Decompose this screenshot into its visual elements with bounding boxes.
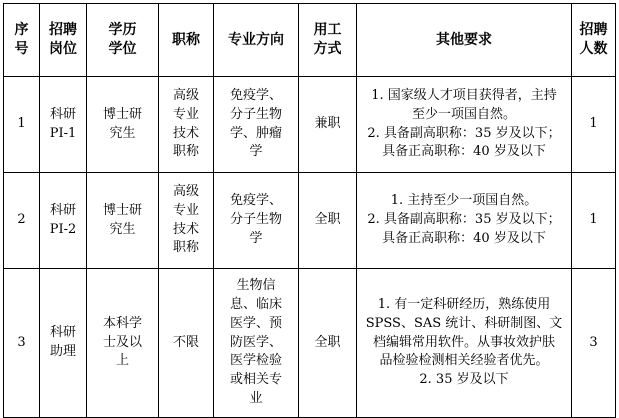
requirement-line: 具备正高职称：40 岁及以下 <box>382 144 546 160</box>
cell-major: 免疫学、 分子生物 学、肿瘤 学 <box>214 77 299 173</box>
header-position: 招聘 岗位 <box>40 4 87 77</box>
cell-seq: 2 <box>4 173 40 269</box>
requirement-line: 具备正高职称：40 岁及以下 <box>382 230 546 246</box>
cell-employment: 全职 <box>299 173 357 269</box>
cell-employment: 全职 <box>299 269 357 418</box>
cell-count: 1 <box>572 173 616 269</box>
table-row <box>4 269 616 418</box>
table-row <box>4 173 616 269</box>
cell-seq: 1 <box>4 77 40 173</box>
header-education: 学历 学位 <box>87 4 159 77</box>
cell-position: 科研 助理 <box>40 269 87 418</box>
cell-position: 科研 PI-1 <box>40 77 87 173</box>
cell-count: 3 <box>572 269 616 418</box>
requirement-line: 2. 35 岁及以下 <box>419 372 509 388</box>
cell-title: 高级 专业 技术 职称 <box>159 77 214 173</box>
requirement-line: 2. 具备副高职称：35 岁及以下； <box>367 212 561 228</box>
table-row <box>4 77 616 173</box>
header-title: 职称 <box>159 4 214 77</box>
cell-requirements <box>357 173 572 269</box>
header-major: 专业方向 <box>214 4 299 77</box>
requirement-line: 2. 具备副高职称：35 岁及以下； <box>367 125 561 141</box>
cell-education: 博士研 究生 <box>87 173 159 269</box>
cell-major: 免疫学、 分子生物 学 <box>214 173 299 269</box>
cell-seq: 3 <box>4 269 40 418</box>
cell-count: 1 <box>572 77 616 173</box>
cell-education: 本科学 士及以 上 <box>87 269 159 418</box>
header-seq: 序 号 <box>4 4 40 77</box>
cell-employment: 兼职 <box>299 77 357 173</box>
cell-requirements <box>357 269 572 418</box>
header-employment: 用工 方式 <box>299 4 357 77</box>
recruitment-table <box>3 3 616 418</box>
cell-requirements <box>357 77 572 173</box>
cell-major: 生物信 息、临床 医学、预 防医学、 医学检验 或相关专 业 <box>214 269 299 418</box>
requirement-line: SPSS、SAS 统计、科研制图、文 <box>365 315 563 331</box>
requirement-line: 1. 主持至少一项国自然。 <box>390 193 538 209</box>
cell-position: 科研 PI-2 <box>40 173 87 269</box>
header-requirements: 其他要求 <box>357 4 572 77</box>
requirement-line: 至少一项国自然。 <box>411 106 516 122</box>
cell-education: 博士研 究生 <box>87 77 159 173</box>
requirement-line: 品检验检测相关经验者优先。 <box>379 353 549 369</box>
requirement-line: 1. 国家级人才项目获得者，主持 <box>371 87 557 103</box>
header-row <box>4 4 616 77</box>
requirement-line: 1. 有一定科研经历，熟练使用 <box>377 296 551 312</box>
cell-title: 不限 <box>159 269 214 418</box>
header-count: 招聘 人数 <box>572 4 616 77</box>
requirement-line: 档编辑常用软件。从事妆效护肤 <box>372 334 555 350</box>
cell-title: 高级 专业 技术 职称 <box>159 173 214 269</box>
